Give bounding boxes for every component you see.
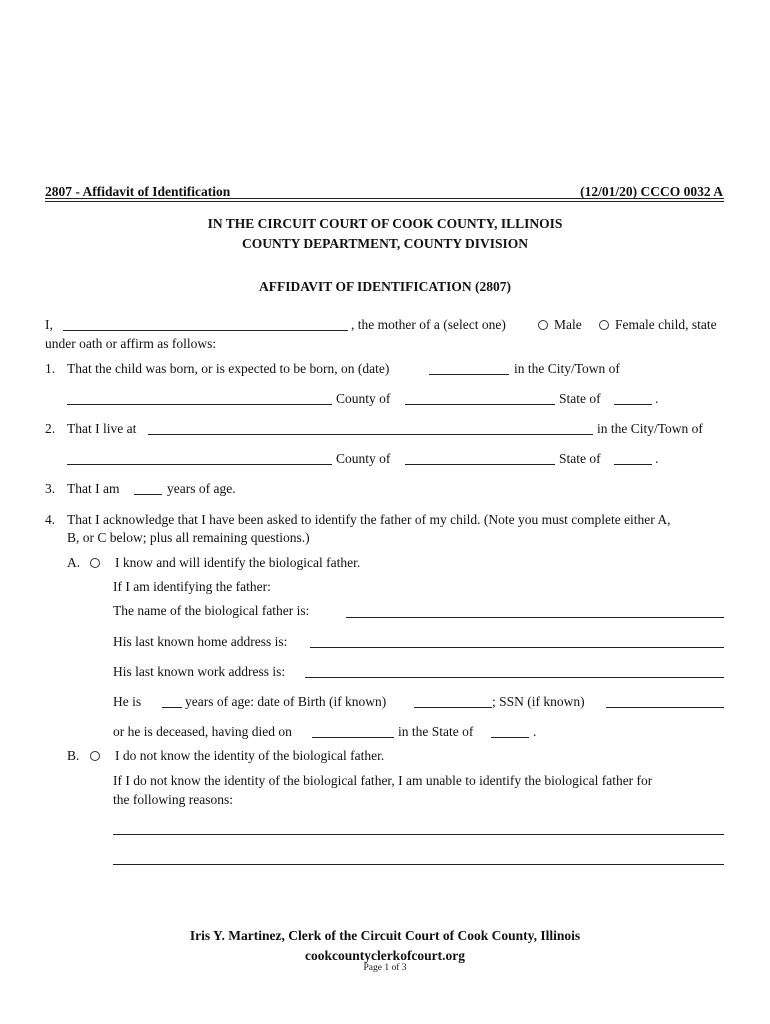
father-ssn-label: ; SSN (if known) [492, 694, 585, 709]
item-1-county-label: County of [336, 391, 391, 406]
intro-mother-text: , the mother of a (select one) [351, 317, 506, 332]
item-4-number: 4. [45, 512, 56, 527]
intro-prefix: I, [45, 317, 53, 332]
item-1-text: That the child was born, or is expected to be born, on (date) [67, 361, 390, 376]
option-b-letter: B. [67, 748, 80, 763]
item-2-number: 2. [45, 421, 56, 436]
item-3-number: 3. [45, 481, 56, 496]
item-1-number: 1. [45, 361, 56, 376]
residence-state-field[interactable] [614, 464, 652, 465]
header-rule [45, 198, 724, 199]
item-1-period: . [655, 391, 659, 406]
form-title: 2807 - Affidavit of Identification [45, 184, 231, 199]
option-a-sub: If I am identifying the father: [113, 579, 271, 594]
form-code: (12/01/20) CCCO 0032 A [580, 184, 723, 199]
footer-clerk: Iris Y. Martinez, Clerk of the Circuit Court of Cook County, Illinois [189, 928, 581, 943]
reasons-field-line-2[interactable] [113, 864, 724, 865]
option-a-letter: A. [67, 555, 81, 570]
option-b-line-1: If I do not know the identity of the biological father, I am unable to identify the biological father for [113, 773, 653, 788]
court-line-1: IN THE CIRCUIT COURT OF COOK COUNTY, ILLINOIS [207, 216, 563, 231]
option-a-label: I know and will identify the biological father. [115, 555, 361, 570]
court-line-2: COUNTY DEPARTMENT, COUNTY DIVISION [241, 236, 529, 251]
father-ssn-field[interactable] [606, 707, 724, 708]
birth-county-field[interactable] [405, 404, 555, 405]
item-2-period: . [655, 451, 659, 466]
father-death-state-field[interactable] [491, 737, 529, 738]
father-home-address-field[interactable] [310, 647, 724, 648]
document-title: AFFIDAVIT OF IDENTIFICATION (2807) [259, 279, 511, 294]
intro-line-2: under oath or affirm as follows: [45, 336, 217, 351]
father-dob-field[interactable] [414, 707, 492, 708]
item-3-text-a: That I am [67, 481, 120, 496]
father-he-is-label: He is [113, 694, 142, 709]
page-number: Page 1 of 3 [363, 963, 407, 973]
father-home-label: His last known home address is: [113, 634, 288, 649]
reasons-field-line-1[interactable] [113, 834, 724, 835]
female-label: Female child, state [615, 317, 717, 332]
father-age-field[interactable] [162, 707, 182, 708]
option-b-line-2: the following reasons: [113, 792, 233, 807]
footer-website[interactable]: cookcountyclerkofcourt.org [304, 948, 466, 963]
father-death-date-field[interactable] [312, 737, 394, 738]
father-work-address-field[interactable] [305, 677, 724, 678]
item-2-text: That I live at [67, 421, 137, 436]
male-radio[interactable] [538, 320, 548, 330]
father-death-period: . [533, 724, 537, 739]
father-death-state-label: in the State of [398, 724, 474, 739]
father-work-label: His last known work address is: [113, 664, 286, 679]
birth-state-field[interactable] [614, 404, 652, 405]
male-label: Male [554, 317, 582, 332]
father-dob-label: years of age: date of Birth (if known) [185, 694, 387, 709]
female-radio[interactable] [599, 320, 609, 330]
option-b-label: I do not know the identity of the biological father. [115, 748, 385, 763]
residence-address-field[interactable] [148, 434, 593, 435]
item-2-county-label: County of [336, 451, 391, 466]
mother-age-field[interactable] [134, 494, 162, 495]
birth-city-field[interactable] [67, 404, 332, 405]
birth-date-field[interactable] [429, 374, 509, 375]
residence-city-field[interactable] [67, 464, 332, 465]
option-a-radio[interactable] [90, 558, 100, 568]
option-b-radio[interactable] [90, 751, 100, 761]
item-1-state-label: State of [559, 391, 601, 406]
residence-county-field[interactable] [405, 464, 555, 465]
item-4-line-2: B, or C below; plus all remaining questions.) [67, 530, 310, 545]
mother-name-field[interactable] [63, 330, 348, 331]
item-3-text-b: years of age. [167, 481, 236, 496]
item-4-line-1: That I acknowledge that I have been asked to identify the father of my child. (Note you must complete either A, [67, 512, 671, 527]
item-2-city-text: in the City/Town of [597, 421, 703, 436]
header-rule-2 [45, 201, 724, 202]
father-name-field[interactable] [346, 617, 724, 618]
father-name-label: The name of the biological father is: [113, 603, 310, 618]
item-1-city-text: in the City/Town of [514, 361, 620, 376]
item-2-state-label: State of [559, 451, 601, 466]
father-deceased-label: or he is deceased, having died on [113, 724, 292, 739]
